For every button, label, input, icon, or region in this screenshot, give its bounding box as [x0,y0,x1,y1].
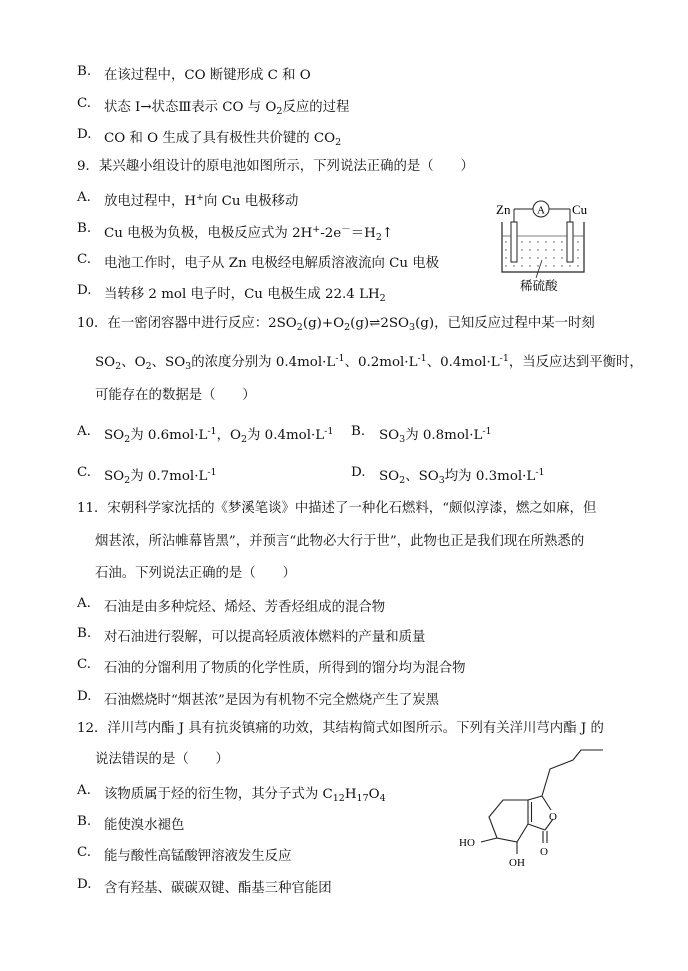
option-label: A. [77,783,91,798]
q11-stem-line3: 石油。下列说法正确的是（ ） [95,566,296,581]
option-text: 含有羟基、碳碳双键、酯基三种官能团 [104,881,332,896]
option-text: 该物质属于烃的衍生物，其分子式为 $C_{12}H_{17}O_4$ [104,787,386,804]
option-text: $SO_2$为 $0.6mol\cdot L^{-1}$，$O_2$为 $0.4mol\cdot L^{-1}$ [104,426,334,445]
option-text: CO 和 O 生成了具有极性共价键的 $CO_2$ [104,131,342,148]
galvanic-cell-figure [492,196,604,294]
cyclohexene-ring [489,800,528,842]
butyl-chain [542,750,603,796]
zinc-electrode-label: Zn [496,202,511,217]
option-label: B. [77,221,92,236]
option-label: A. [77,596,91,611]
copper-electrode [567,222,573,262]
option-label: C. [77,96,92,111]
caption-leader [536,260,542,278]
hydroxyl-bond [481,838,497,842]
option-label: B. [351,424,366,439]
option-label: D. [77,283,92,298]
option-label: A. [77,190,91,205]
option-text: $SO_2$、$SO_3$均为 $0.3mol\cdot L^{-1}$ [379,467,545,486]
q11-stem-line2: 烟甚浓，所沾帷幕皆黑”，并预言“此物必大行于世”，此物也正是我们现在所熟悉的 [95,534,585,549]
option-label: D. [351,465,366,480]
ammeter-label: A [537,204,545,217]
option-text: 放电过程中，H+向 Cu 电极移动 [104,192,299,209]
option-text: 能与酸性高锰酸钾溶液发生反应 [104,849,292,864]
option-label: D. [77,689,92,704]
q9-stem: 9．某兴趣小组设计的原电池如图所示，下列说法正确的是（ ） [77,159,474,174]
option-label: C. [77,252,92,267]
carbonyl-oxygen-label: O [540,846,548,858]
q11-stem-line1: 11．宋朝科学家沈括的《梦溪笔谈》中描述了一种化石燃料，“颇似淳漆，燃之如麻，但 [77,501,597,516]
option-label: C. [77,465,92,480]
option-text: Cu 电极为负极，电极反应式为 $2H^+-2e^-=H_2↑$ [104,224,394,243]
lactone-bond [528,796,542,800]
q10-stem-line2: $SO_2$、$O_2$、$SO_3$的浓度分别为 $0.4mol\cdot L^{-1}$、$0.2mol\cdot L^{-1}$、$0.4mol\cdot L^{-1}$，当反应达到平衡时， [95,353,643,372]
q12-stem-line2: 说法错误的是（ ） [95,752,229,767]
q10-stem-line1: 10．在一密闭容器中进行反应：$2SO_2(g)+O_2(g)\rightleftharpoons 2SO_3(g)$，已知反应过程中某一时刻 [77,316,595,333]
option-text: 能使溴水褪色 [104,818,185,833]
option-label: B. [77,814,92,829]
option-label: B. [77,626,92,641]
ring-oxygen-label: O [549,811,557,823]
option-label: D. [77,877,92,892]
option-label: C. [77,657,92,672]
structural-formula-figure [445,742,605,870]
option-label: C. [77,845,92,860]
electrolyte-label: 稀硫酸 [520,279,558,293]
option-text: 电池工作时，电子从 Zn 电极经电解质溶液流向 Cu 电极 [104,256,440,271]
hydroxyl-label-bottom: OH [509,857,525,869]
option-label: D. [77,127,92,142]
option-text: 对石油进行裂解，可以提高轻质液体燃料的产量和质量 [104,630,426,645]
option-text: 当转移 2 mol 电子时，Cu 电极生成 22.4 $LH_2$ [104,287,386,304]
option-text: 在该过程中，CO 断键形成 C 和 O [104,68,311,83]
q12-stem-line1: 12．洋川芎内酯 J 具有抗炎镇痛的功效，其结构简式如图所示。下列有关洋川芎内酯 J 的 [77,721,604,736]
option-label: A. [77,424,91,439]
q10-stem-line3: 可能存在的数据是（ ） [95,388,256,403]
option-text: $SO_2$为 $0.7mol\cdot L^{-1}$ [104,467,217,486]
hydroxyl-label-left: HO [459,837,475,849]
lactone-bond [528,824,545,830]
option-text: 石油是由多种烷烃、烯烃、芳香烃组成的混合物 [104,600,386,615]
option-text: 石油燃烧时“烟甚浓”是因为有机物不完全燃烧产生了炭黑 [104,693,440,708]
option-text: 石油的分馏利用了物质的化学性质，所得到的馏分均为混合物 [104,661,466,676]
lactone-bond [542,796,551,810]
option-text: 状态 Ⅰ→状态Ⅲ表示 CO 与 $O_2$反应的过程 [104,100,350,117]
zinc-electrode [511,222,517,262]
option-label: B. [77,64,92,79]
option-text: $SO_3$为 $0.8mol\cdot L^{-1}$ [379,426,492,445]
copper-electrode-label: Cu [572,202,588,217]
